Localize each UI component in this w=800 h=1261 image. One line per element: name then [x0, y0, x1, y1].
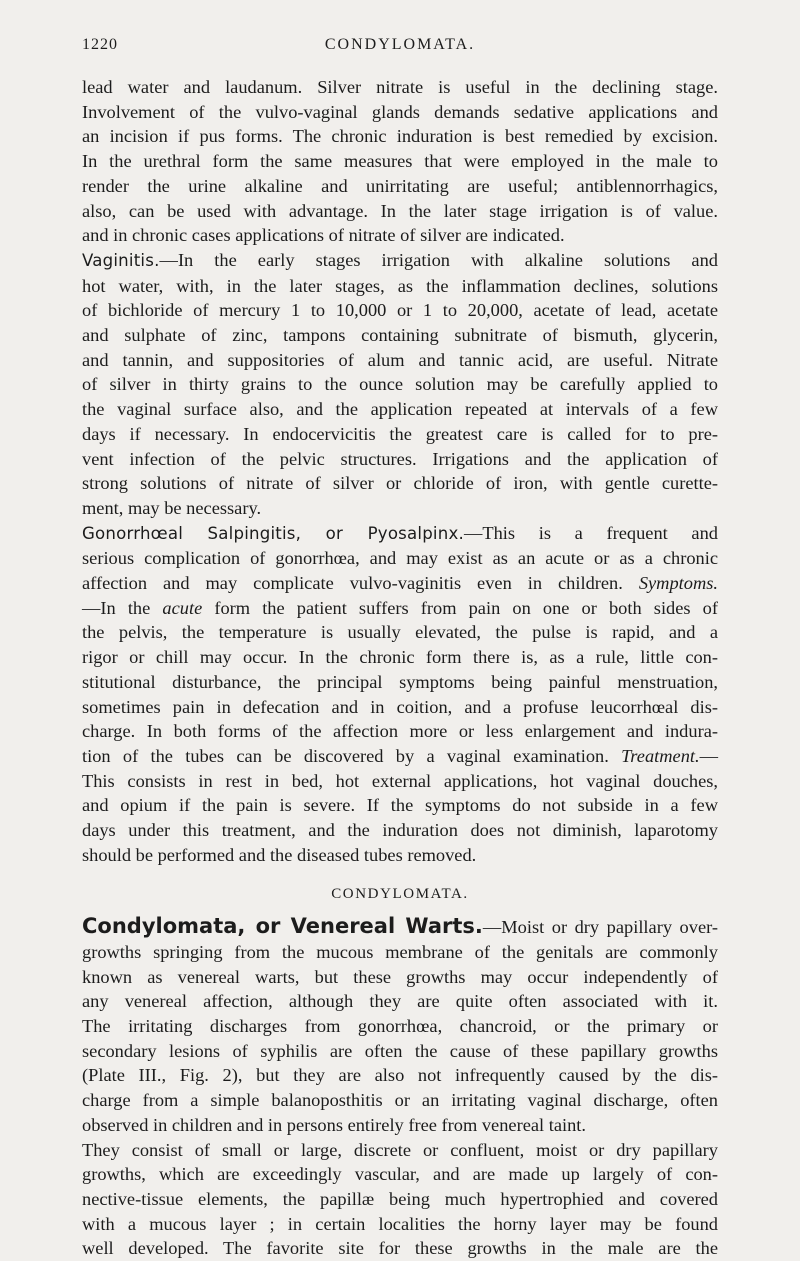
text-line: In the urethral form the same measures that were employed in the male to: [82, 151, 718, 172]
run-in-heading-condylomata: Condylomata, or Venereal Warts.: [82, 914, 483, 939]
text-line: Involvement of the vulvo-vaginal glands demands sedative applications and: [82, 101, 718, 122]
text-run: —: [699, 745, 718, 766]
text-line: rigor or chill may occur. In the chronic form there is, as a rule, little con-: [82, 647, 718, 668]
text-line: of bichloride of mercury 1 to 10,000 or 1 to 20,000, acetate of lead, acetate: [82, 300, 718, 321]
paragraph-treatment-continued: [82, 75, 718, 248]
text-line: any venereal affection, although they are quite often associated with it.: [82, 991, 718, 1012]
text-line: with a mucous layer ; in certain localities the horny layer may be found: [82, 1213, 718, 1234]
text-line: also, can be used with advantage. In the later stage irrigation is of value.: [82, 200, 718, 221]
paragraph-salpingitis: [82, 521, 718, 868]
text-line: nective-tissue elements, the papillæ being much hypertrophied and covered: [82, 1188, 718, 1209]
text-line: sometimes pain in defecation and in coition, and a profuse leucorrhœal dis-: [82, 696, 718, 717]
text-line: The irritating discharges from gonorrhœa, chancroid, or the primary or: [82, 1016, 718, 1037]
text-line: of silver in thirty grains to the ounce solution may be carefully applied to: [82, 374, 718, 395]
text-run: —This is a frequent and: [463, 522, 718, 543]
text-line: [82, 521, 718, 547]
text-line: render the urine alkaline and unirritating are useful; antiblennorrhagics,: [82, 175, 718, 196]
run-in-heading-vaginitis: Vaginitis.: [82, 250, 160, 270]
text-line: charge from a simple balanoposthitis or an irritating vaginal discharge, often: [82, 1090, 718, 1111]
text-line: lead water and laudanum. Silver nitrate is useful in the declining stage.: [82, 77, 718, 97]
text-line: should be performed and the diseased tubes removed.: [82, 844, 477, 865]
running-head: CONDYLOMATA.: [324, 36, 476, 53]
text-line: growths springing from the mucous membrane of the genitals are commonly: [82, 941, 718, 962]
text-line: [82, 248, 718, 274]
text-run: affection and may complicate vulvo-vaginitis even in children.: [82, 573, 639, 594]
text-line: observed in children and in persons entirely free from venereal taint.: [82, 1114, 587, 1135]
text-line: [82, 596, 718, 621]
text-line: vent infection of the pelvic structures. Irrigations and the application of: [82, 448, 718, 469]
text-line: stitutional disturbance, the principal symptoms being painful menstruation,: [82, 671, 718, 692]
text-line: hot water, with, in the later stages, as the inflammation declines, solutions: [82, 275, 718, 296]
text-line: strong solutions of nitrate of silver or chloride of iron, with gentle curette-: [82, 473, 718, 494]
text-run: —In the: [82, 597, 163, 618]
text-line: secondary lesions of syphilis are often the cause of these papillary growths: [82, 1040, 718, 1061]
text-line: the pelvis, the temperature is usually elevated, the pulse is rapid, and a: [82, 622, 718, 643]
paragraph-condylomata: [82, 914, 718, 1261]
text-run: —Moist or dry papillary over-: [482, 917, 718, 938]
text-line: days under this treatment, and the induration does not diminish, laparotomy: [82, 820, 718, 841]
text-run: form the patient suffers from pain on one or both sides of: [202, 597, 718, 618]
page-header: [82, 36, 718, 60]
text-line: [82, 914, 718, 940]
emphasis-acute: acute: [162, 597, 203, 618]
page-number: 1220: [82, 36, 118, 53]
text-line: and tannin, and suppositories of alum and tannic acid, are useful. Nitrate: [82, 349, 718, 370]
text-line: [82, 571, 718, 596]
text-run: tion of the tubes can be discovered by a vaginal examination.: [82, 745, 622, 766]
text-line: and sulphate of zinc, tampons containing subnitrate of bismuth, glycerin,: [82, 325, 718, 346]
text-line: They consist of small or large, discrete or confluent, moist or dry papillary: [82, 1139, 718, 1160]
text-line: and opium if the pain is severe. If the symptoms do not subside in a few: [82, 795, 718, 816]
text-line: (Plate III., Fig. 2), but they are also not infrequently caused by the dis-: [82, 1065, 718, 1086]
text-line: [82, 744, 718, 769]
text-line: charge. In both forms of the affection more or less enlargement and indura-: [82, 721, 718, 742]
text-line: days if necessary. In endocervicitis the greatest care is called for to pre-: [82, 423, 718, 444]
text-line: known as venereal warts, but these growths may occur independently of: [82, 966, 718, 987]
subheading-symptoms: Symptoms.: [638, 573, 718, 594]
text-line: well developed. The favorite site for these growths in the male are the: [82, 1238, 718, 1259]
page-body: [82, 75, 718, 1261]
text-run: —In the early stages irrigation with alkaline solutions and: [159, 249, 718, 270]
text-line: and in chronic cases applications of nitrate of silver are indicated.: [82, 225, 565, 246]
text-line: an incision if pus forms. The chronic induration is best remedied by excision.: [82, 126, 718, 147]
text-line: the vaginal surface also, and the application repeated at intervals of a few: [82, 399, 718, 420]
text-line: growths, which are exceedingly vascular, and are made up largely of con-: [82, 1164, 718, 1185]
subheading-treatment: Treatment.: [621, 745, 700, 766]
paragraph-vaginitis: [82, 248, 718, 521]
text-line: ment, may be necessary.: [82, 497, 262, 518]
section-title: CONDYLOMATA.: [331, 885, 469, 902]
run-in-heading-salpingitis: Gonorrhœal Salpingitis, or Pyosalpinx.: [82, 523, 464, 543]
text-line: serious complication of gonorrhœa, and may exist as an acute or as a chronic: [82, 548, 718, 569]
text-line: This consists in rest in bed, hot external applications, hot vaginal douches,: [82, 770, 718, 791]
